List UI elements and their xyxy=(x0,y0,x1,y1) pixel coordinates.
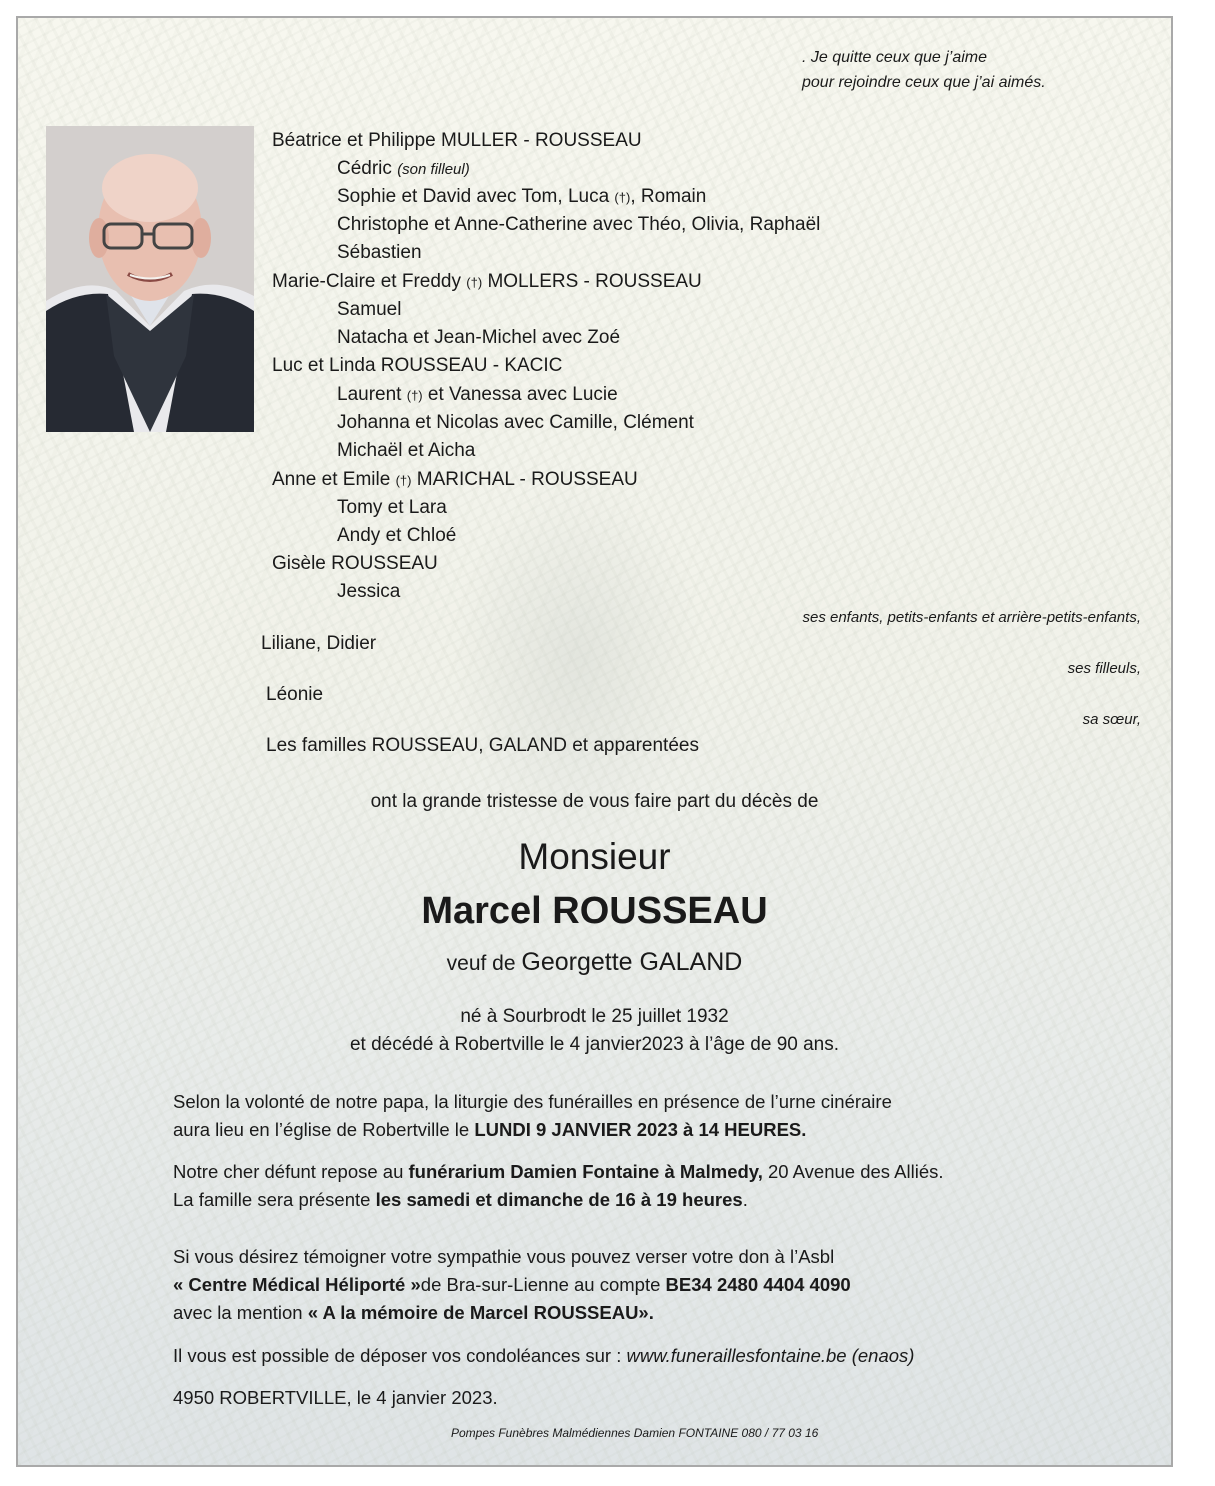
details-text: La famille sera présente xyxy=(173,1189,376,1210)
families-line: Les familles ROUSSEAU, GALAND et apparentées xyxy=(266,735,699,756)
quote-line-1: . Je quitte ceux que j’aime xyxy=(802,49,987,66)
family-line: Christophe et Anne-Catherine avec Théo, Olivia, Raphaël xyxy=(337,214,821,235)
details-text: Notre cher défunt repose au xyxy=(173,1161,409,1182)
relation-children: ses enfants, petits-enfants et arrière-petits-enfants, xyxy=(802,609,1141,626)
funeral-home: funérarium Damien Fontaine à Malmedy, xyxy=(408,1161,763,1182)
godchildren-names: Liliane, Didier xyxy=(261,633,377,654)
family-line: Jessica xyxy=(337,581,401,602)
family-line xyxy=(272,469,638,491)
widower-name: Georgette GALAND xyxy=(521,948,743,976)
family-name: Sophie et David avec Tom, Luca xyxy=(337,186,615,207)
death-line: et décédé à Robertville le 4 janvier2023 à l’âge de 90 ans. xyxy=(349,1034,840,1055)
family-name: Cédric xyxy=(337,158,398,179)
family-name: et Vanessa avec Lucie xyxy=(422,384,618,405)
donation-mention: « A la mémoire de Marcel ROUSSEAU». xyxy=(307,1302,654,1323)
obituary-card xyxy=(16,16,1173,1467)
visiting-hours: les samedi et dimanche de 16 à 19 heures xyxy=(375,1189,743,1210)
details-text: avec la mention xyxy=(173,1302,308,1323)
details-line xyxy=(173,1119,806,1141)
birth-line: né à Sourbrodt le 25 juillet 1932 xyxy=(460,1006,729,1027)
relation-godchildren: ses filleuls, xyxy=(1067,660,1141,677)
bank-account: BE34 2480 4404 4090 xyxy=(665,1274,851,1295)
family-line: Samuel xyxy=(337,299,402,320)
details-text: 20 Avenue des Alliés. xyxy=(762,1161,944,1182)
portrait-illustration xyxy=(46,126,254,432)
dagger-symbol: (†) xyxy=(406,388,423,403)
family-line: Luc et Linda ROUSSEAU - KACIC xyxy=(272,355,563,376)
details-text: de Bra-sur-Lienne au compte xyxy=(420,1274,666,1295)
family-line: Andy et Chloé xyxy=(337,525,457,546)
widower-prefix: veuf de xyxy=(446,952,522,975)
family-line: Sébastien xyxy=(337,242,422,263)
quote-line-2: pour rejoindre ceux que j’ai aimés. xyxy=(802,74,1046,91)
family-name: Marie-Claire et Freddy xyxy=(272,271,467,292)
dagger-symbol: (†) xyxy=(466,275,483,290)
family-name: Laurent xyxy=(337,384,407,405)
widower-line xyxy=(18,948,1171,977)
family-line: Johanna et Nicolas avec Camille, Clément xyxy=(337,412,694,433)
announcement-intro: ont la grande tristesse de vous faire part du décès de xyxy=(370,791,819,812)
family-name: , Romain xyxy=(630,186,707,207)
details-line: Si vous désirez témoigner votre sympathie vous pouvez verser votre don à l’Asbl xyxy=(173,1246,835,1267)
family-line: Gisèle ROUSSEAU xyxy=(272,553,438,574)
details-line xyxy=(173,1302,654,1324)
relation-sister: sa sœur, xyxy=(1082,711,1141,728)
dagger-symbol: (†) xyxy=(614,190,631,205)
family-note: (son filleul) xyxy=(397,161,470,178)
details-line xyxy=(173,1274,851,1296)
details-text: Il vous est possible de déposer vos condoléances sur : xyxy=(173,1345,627,1366)
family-name: MOLLERS - ROUSSEAU xyxy=(482,271,702,292)
family-line: Tomy et Lara xyxy=(337,497,447,518)
family-line xyxy=(337,158,470,180)
ceremony-datetime: LUNDI 9 JANVIER 2023 à 14 HEURES. xyxy=(474,1119,807,1140)
family-name: MARICHAL - ROUSSEAU xyxy=(411,469,638,490)
details-line xyxy=(173,1189,748,1211)
portrait-photo xyxy=(46,126,254,432)
details-text: aura lieu en l’église de Robertville le xyxy=(173,1119,475,1140)
details-text: . xyxy=(742,1189,748,1210)
sister-name: Léonie xyxy=(266,684,324,705)
condolence-url[interactable]: www.funeraillesfontaine.be (enaos) xyxy=(626,1345,915,1366)
dagger-symbol: (†) xyxy=(395,473,412,488)
charity-name: « Centre Médical Héliporté » xyxy=(173,1274,421,1295)
family-name: Anne et Emile xyxy=(272,469,396,490)
family-line: Béatrice et Philippe MULLER - ROUSSEAU xyxy=(272,130,642,151)
family-line xyxy=(337,384,618,406)
family-line: Michaël et Aicha xyxy=(337,440,476,461)
deceased-name: Marcel ROUSSEAU xyxy=(421,890,768,932)
family-line xyxy=(272,271,702,293)
footer-credit: Pompes Funèbres Malmédiennes Damien FONTAINE 080 / 77 03 16 xyxy=(451,1426,819,1440)
details-line: Selon la volonté de notre papa, la liturgie des funérailles en présence de l’urne cinéraire xyxy=(173,1091,892,1112)
family-line: Natacha et Jean-Michel avec Zoé xyxy=(337,327,621,348)
details-line xyxy=(173,1161,944,1183)
family-line xyxy=(337,186,706,208)
details-line xyxy=(173,1345,914,1367)
deceased-title: Monsieur xyxy=(518,836,671,877)
place-date: 4950 ROBERTVILLE, le 4 janvier 2023. xyxy=(173,1387,498,1408)
